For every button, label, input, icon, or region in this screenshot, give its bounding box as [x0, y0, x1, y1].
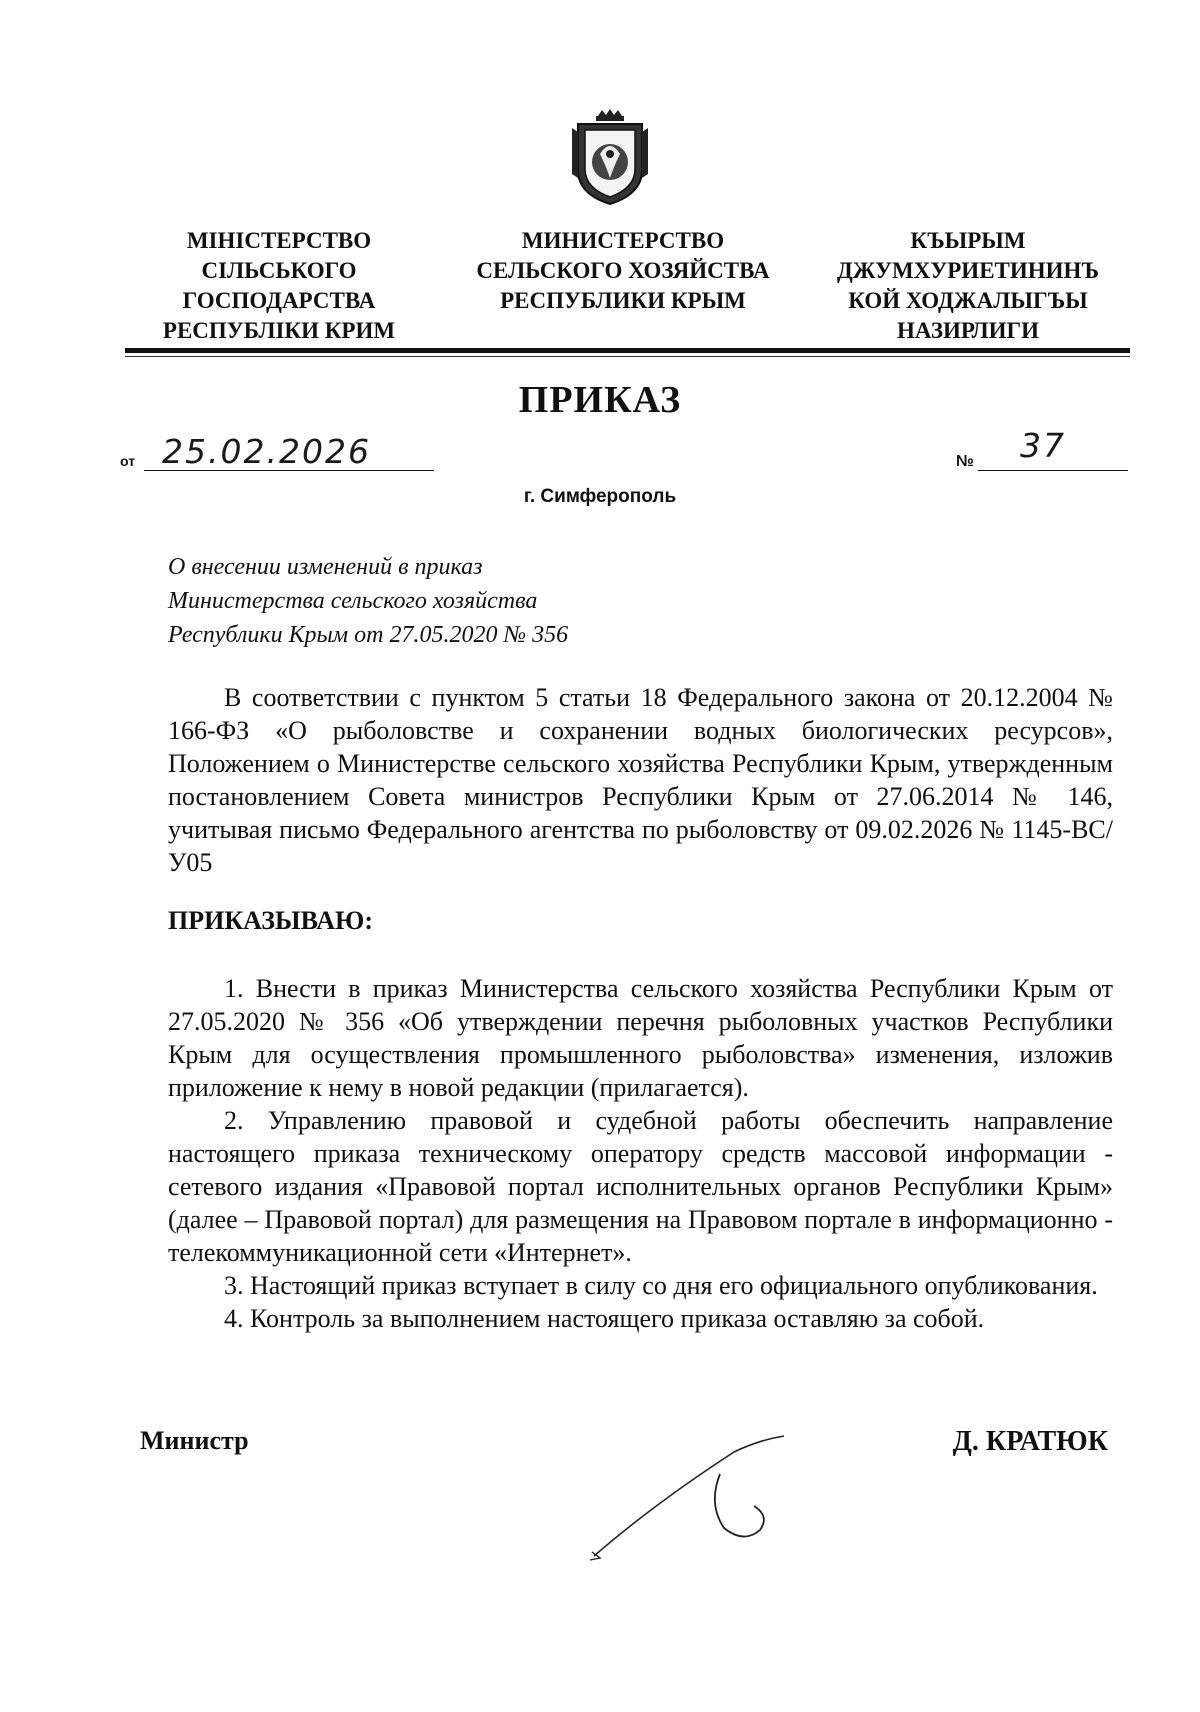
order-item: 2. Управлению правовой и судебной работы обеспечить направление настоящего приказа техническому оператору средств массовой информации - сетевого издания «Правовой портал исполнительных органов Республики Крым» (далее – Правовой портал) для размещения на Правовом портале в информационно - телекоммуникационной сети «Интернет».: [168, 1106, 1113, 1267]
header-ru-line: СЕЛЬСКОГО ХОЗЯЙСТВА: [476, 258, 770, 283]
header-uk-line: РЕСПУБЛІКИ КРИМ: [162, 318, 396, 343]
document-subject: [168, 550, 568, 652]
document-title: ПРИКАЗ: [518, 379, 682, 421]
handwritten-number: 37: [1020, 426, 1066, 465]
header-divider-thin: [125, 356, 1130, 357]
order-item: 3. Настоящий приказ вступает в силу со дня его официального опубликования.: [224, 1271, 1098, 1300]
header-uk-line: СІЛЬСЬКОГО: [201, 258, 357, 283]
header-crh-line: КЪЫРЫМ: [910, 228, 1026, 253]
city-line: г. Симферополь: [523, 486, 677, 507]
header-crh-line: КОЙ ХОДЖАЛЫГЪЫ: [848, 288, 1088, 313]
number-label: №: [956, 453, 974, 470]
header-uk-line: ГОСПОДАРСТВА: [182, 288, 376, 313]
header-crh-line: НАЗИРЛИГИ: [896, 318, 1040, 343]
signer-name: Д. КРАТЮК: [952, 1426, 1108, 1457]
header-ministry-russian: [448, 226, 798, 316]
header-ru-line: МИНИСТЕРСТВО: [521, 228, 725, 253]
preamble-paragraph: В соответствии с пунктом 5 статьи 18 Федерального закона от 20.12.2004 № 166-ФЗ «О рыболовстве и сохранении водных биологических ресурсов», Положением о Министерстве сельского хозяйства Республики Крым, утвержденным постановлением Совета министров Республики Крым от 27.06.2014 № 146, учитывая письмо Федерального агентства по рыболовству от 09.02.2026 № 1145-ВС/У05: [168, 683, 1113, 877]
order-item: 4. Контроль за выполнением настоящего приказа оставляю за собой.: [224, 1304, 985, 1333]
order-heading: ПРИКАЗЫВАЮ:: [168, 906, 373, 935]
handwritten-signature: [584, 1434, 814, 1564]
number-underline: [978, 470, 1128, 471]
coat-of-arms-emblem: [568, 108, 652, 208]
signer-position: Министр: [140, 1426, 249, 1455]
subject-line: Республики Крым от 27.05.2020 № 356: [168, 622, 569, 648]
header-ru-line: РЕСПУБЛИКИ КРЫМ: [500, 288, 746, 313]
header-crh-line: ДЖУМХУРИЕТИНИНЪ: [836, 258, 1100, 283]
date-label: от: [120, 453, 136, 469]
subject-line: О внесении изменений в приказ: [168, 554, 483, 580]
subject-line: Министерства сельского хозяйства: [168, 588, 538, 614]
handwritten-date: 25.02.2026: [162, 432, 371, 471]
header-ministry-crimean-tatar: [808, 226, 1128, 346]
preamble-block: [168, 681, 1113, 879]
header-uk-line: МІНІСТЕРСТВО: [186, 228, 372, 253]
header-divider-thick: [125, 348, 1130, 353]
order-item: 1. Внести в приказ Министерства сельского хозяйства Республики Крым от 27.05.2020 № 356 «Об утверждении перечня рыболовных участков Республики Крым для осуществления промышленного рыболовства» изменения, изложив приложение к нему в новой редакции (прилагается).: [168, 974, 1113, 1102]
header-ministry-ukrainian: [138, 226, 420, 346]
order-items: [168, 972, 1113, 1335]
